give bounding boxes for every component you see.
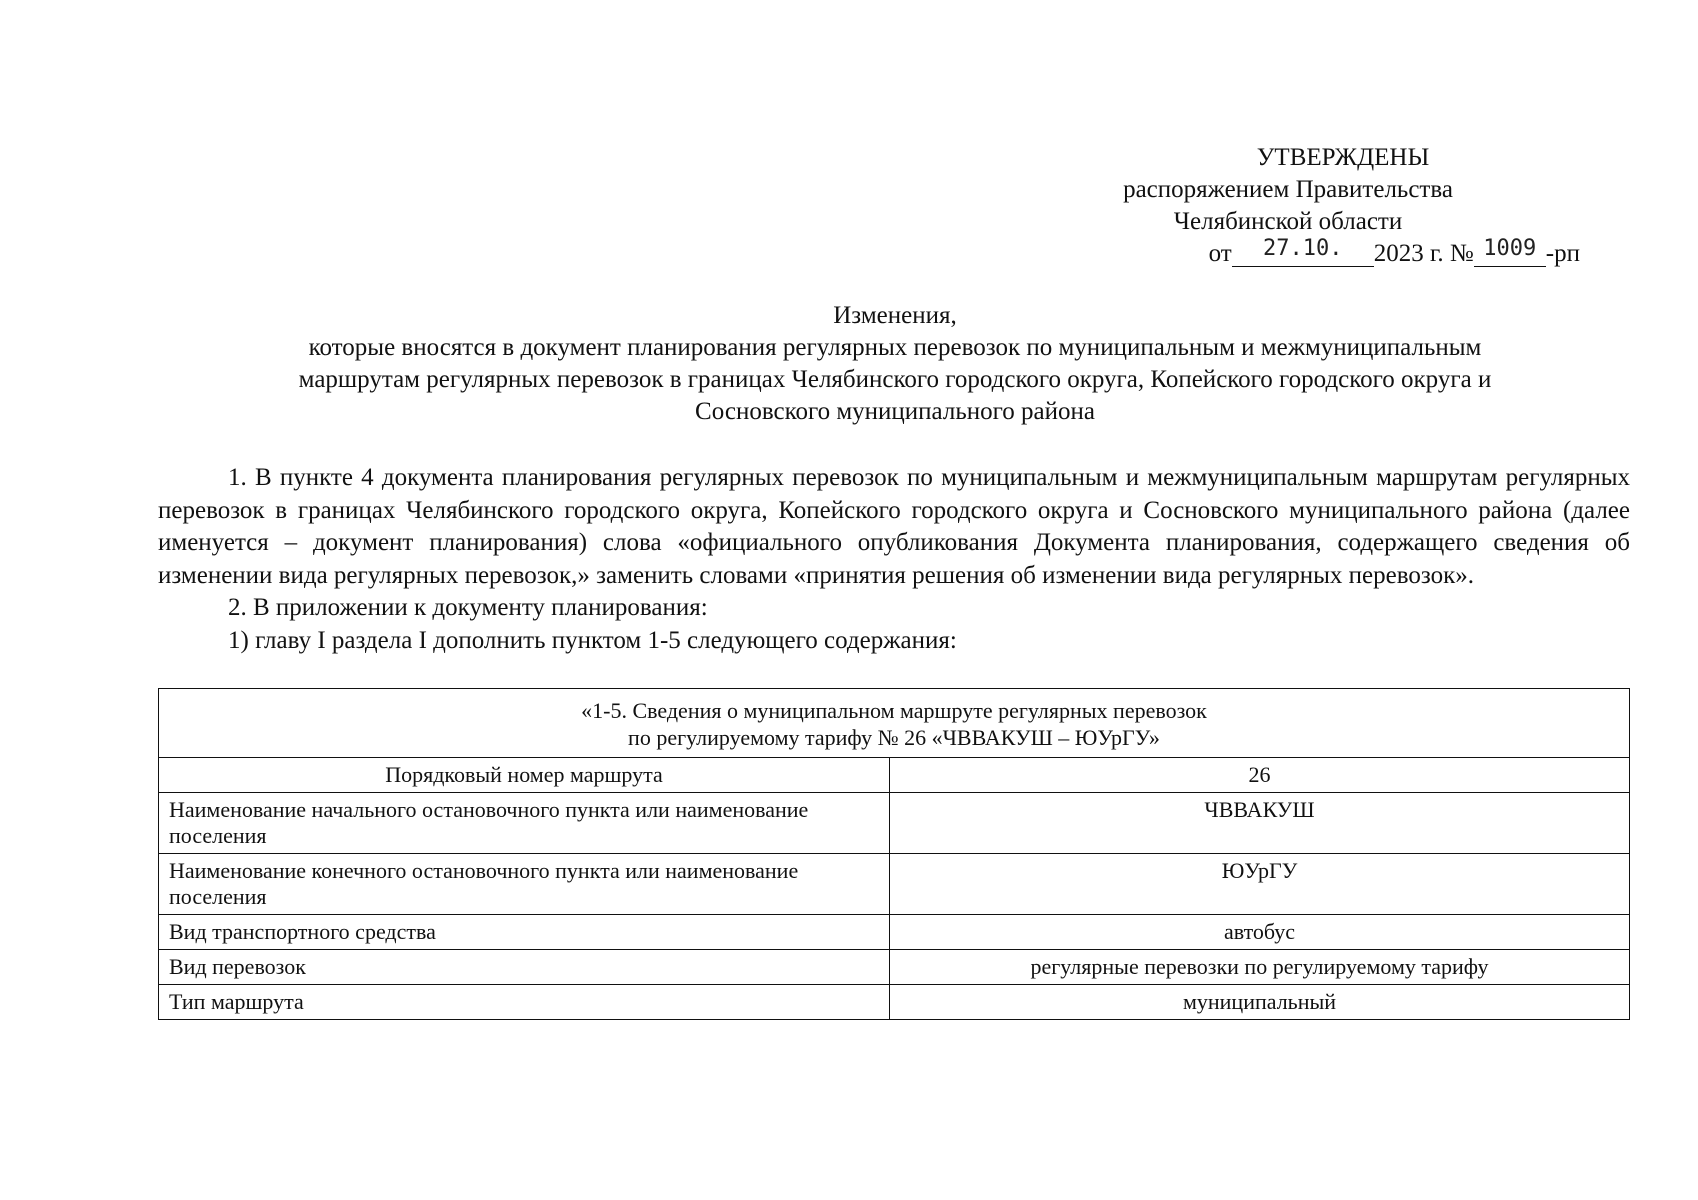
table-row [159, 915, 1630, 950]
title-line-2: которые вносятся в документ планирования регулярных перевозок по муниципальным и межмуниципальным [308, 334, 1482, 361]
approval-block [1058, 142, 1518, 238]
table-row [159, 854, 1630, 915]
table-cell-label: Вид транспортного средства [159, 915, 890, 950]
table-row [159, 793, 1630, 854]
table-cell-value: муниципальный [890, 985, 1630, 1020]
date-field [1232, 238, 1374, 267]
table-cell-value: регулярные перевозки по регулируемому тарифу [890, 950, 1630, 985]
handwritten-number: 1009 [1483, 236, 1537, 261]
table-cell-label: Тип маршрута [159, 985, 890, 1020]
table-cell-label: Наименование начального остановочного пункта или наименование поселения [159, 793, 890, 854]
date-prefix: от [1208, 240, 1232, 267]
paragraph-2: 2. В приложении к документу планирования: [228, 594, 708, 621]
document-body [158, 462, 1630, 657]
table-cell-label: Наименование конечного остановочного пункта или наименование поселения [159, 854, 890, 915]
paragraph-1: 1. В пункте 4 документа планирования регулярных перевозок по муниципальным и межмуниципальным маршрутам регулярных перевозок в границах Челябинского городского округа, Копейского городского округа и Сосновского муниципального района (далее именуется – документ планирования) слова «официального опубликования Документа планирования, содержащего сведения об изменении вида регулярных перевозок,» заменить словами «принятия решения об изменении вида регулярных перевозок». [158, 464, 1630, 589]
table-row [159, 758, 1630, 793]
table-header-line-1: «1-5. Сведения о муниципальном маршруте регулярных перевозок [581, 698, 1207, 723]
document-title [160, 300, 1630, 428]
table-row [159, 985, 1630, 1020]
approval-date-line [1209, 238, 1580, 270]
table-cell-label: Порядковый номер маршрута [159, 758, 890, 793]
paragraph-3: 1) главу I раздела I дополнить пунктом 1-5 следующего содержания: [228, 626, 957, 654]
table-cell-label: Вид перевозок [159, 950, 890, 985]
table-cell-value: автобус [890, 915, 1630, 950]
handwritten-date: 27.10. [1262, 236, 1343, 261]
number-suffix: -рп [1545, 240, 1580, 267]
table-header-cell [159, 689, 1630, 758]
year-text: 2023 г. № [1373, 240, 1474, 267]
title-line-4: Сосновского муниципального района [695, 398, 1095, 425]
title-line-3: маршрутам регулярных перевозок в границах Челябинского городского округа, Копейского городского округа и [298, 366, 1492, 393]
number-field [1474, 238, 1546, 267]
table-cell-value: 26 [890, 758, 1630, 793]
route-info-table [158, 688, 1630, 1020]
table-header-row [159, 689, 1630, 758]
table-row [159, 950, 1630, 985]
approval-title: УТВЕРЖДЕНЫ [1256, 144, 1430, 171]
table-cell-value: ЮУрГУ [890, 854, 1630, 915]
title-line-1: Изменения, [833, 302, 957, 329]
approval-line-2: распоряжением Правительства [1123, 176, 1453, 203]
table-cell-value: ЧВВАКУШ [890, 793, 1630, 854]
approval-line-3: Челябинской области [1173, 208, 1403, 235]
table-header-line-2: по регулируемому тарифу № 26 «ЧВВАКУШ – ЮУрГУ» [628, 725, 1160, 750]
